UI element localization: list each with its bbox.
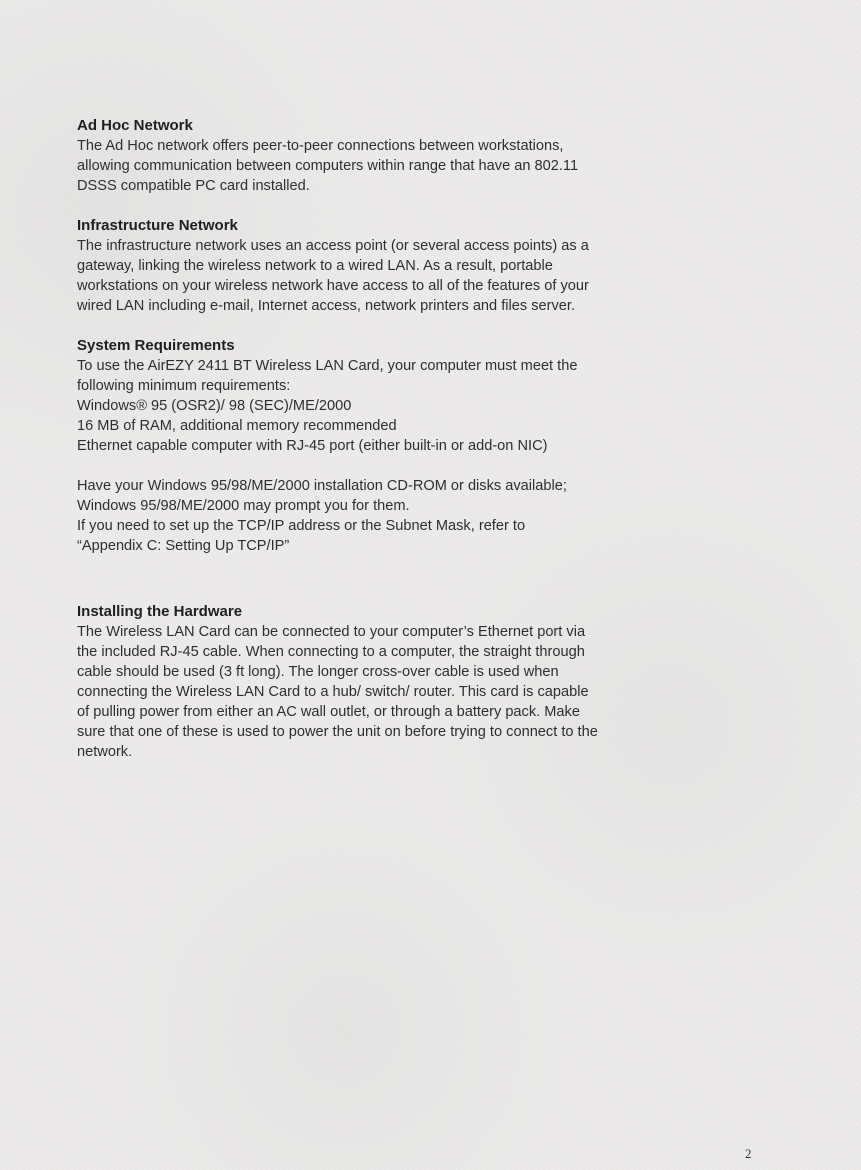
page-number: 2: [745, 1146, 752, 1161]
spacer: [77, 556, 777, 602]
section-heading: Installing the Hardware: [77, 603, 243, 620]
section-body: The Wireless LAN Card can be connected to your computer’s Ethernet port via the included RJ-45 cable. When connecting to a computer, the straight through cable should be used (3 ft long). The longer cross-over cable is used when connecting the Wireless LAN Card to a hub/ switch/ router. This card is capable of pulling power from either an AC wall outlet, or through a battery pack. Make sure that one of these is used to power the unit on before trying to connect to the network.: [77, 624, 598, 760]
section-heading: Ad Hoc Network: [77, 117, 193, 134]
section-infrastructure-network: [77, 216, 777, 316]
spacer: [77, 456, 777, 476]
section-system-requirements: [77, 336, 777, 556]
section-body: The infrastructure network uses an access point (or several access points) as a gateway, linking the wireless network to a wired LAN. As a result, portable workstations on your wireless network have access to all of the features of your wired LAN including e-mail, Internet access, network printers and files server.: [77, 238, 589, 314]
page-content: [77, 116, 777, 762]
section-installing-hardware: [77, 602, 777, 762]
section-body: To use the AirEZY 2411 BT Wireless LAN Card, your computer must meet the following minimum requirements: Windows® 95 (OSR2)/ 98 (SEC)/ME/2000 16 MB of RAM, additional memory recommended Ethernet capable computer with RJ-45 port (either built-in or add-on NIC): [77, 358, 578, 454]
section-note: Have your Windows 95/98/ME/2000 installation CD-ROM or disks available; Windows 95/98/ME/2000 may prompt you for them. If you need to set up the TCP/IP address or the Subnet Mask, refer to “Appendix C: Setting Up TCP/IP”: [77, 478, 567, 554]
section-ad-hoc-network: [77, 116, 777, 196]
spacer: [77, 196, 777, 216]
section-heading: System Requirements: [77, 337, 235, 354]
section-heading: Infrastructure Network: [77, 217, 238, 234]
section-body: The Ad Hoc network offers peer-to-peer connections between workstations, allowing communication between computers within range that have an 802.11 DSSS compatible PC card installed.: [77, 138, 579, 194]
spacer: [77, 316, 777, 336]
